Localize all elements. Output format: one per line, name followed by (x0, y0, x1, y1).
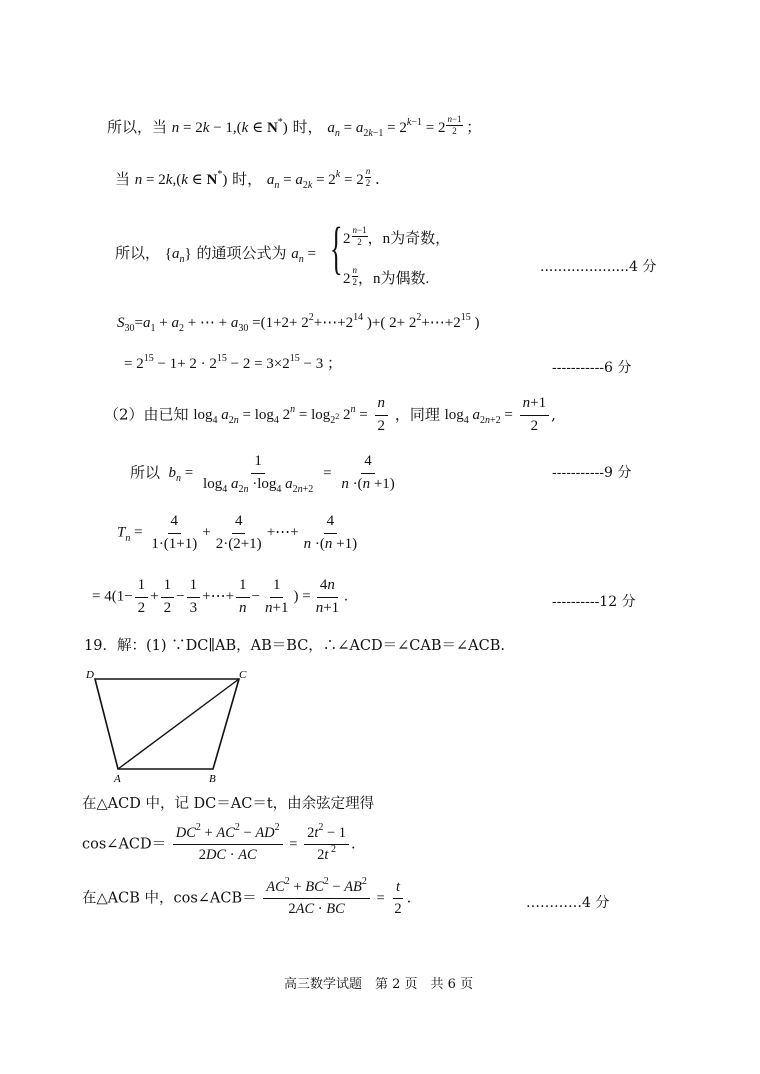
acb-line: 在△ACB 中，cos∠ACB＝ $\frac{AC^2 + BC^2 - AB^2}{2AC \cdot BC}$ = $\frac{t}{2}$ . (82, 876, 412, 918)
s30-line: $S_{30}=a_1 + a_2$ + ⋯ + $a_{30} =(1+2+$ $2^2+\cdots+2^{14}$ )+( $2+ 2^2+\cdots+2^{15}$ ) (117, 312, 480, 334)
line-1 (107, 114, 482, 146)
trapezoid-figure (82, 668, 262, 788)
part2-prefix: （2）由已知 (104, 405, 189, 424)
cos-acb-frac2: $\frac{t}{2}$ (394, 879, 402, 918)
case-even-text: ，n为偶数. (358, 271, 430, 287)
trapezoid-outline (95, 679, 239, 769)
score-4: ----------12 分 (552, 594, 636, 610)
score-1: ....................4 分 (540, 259, 657, 275)
part2-frac: $\frac{n}{2}$ (375, 396, 389, 435)
line-2-end: . (374, 170, 380, 188)
line-2 (115, 166, 380, 198)
line-1-mid: 时， (292, 118, 323, 136)
line-1-end: ； (466, 118, 482, 136)
acd-intro: 在△ACD 中，记 DC＝AC＝t，由余弦定理得 (82, 796, 375, 812)
tn-line: $T_n$ = $\frac{4}{1\cdot(1+1)}$ + $\frac{4}{2\cdot(2+1)}$ +⋯+ $\frac{4}{n \cdot(n +1)}$ (117, 514, 362, 553)
tn-frac1: $\frac{4}{1\cdot(1+1)}$ (151, 513, 198, 552)
score-5: …………4 分 (526, 895, 610, 911)
part2-frac2: $\frac{n+1}{2}$ (520, 396, 549, 435)
score-2: -----------6 分 (552, 360, 632, 376)
bn-frac1: $\frac{1}{\log_4 a_{2n} \cdot\log_4 a_{2n+2}}$ (203, 453, 314, 495)
bn-lhs: $b_n$ = (168, 465, 194, 485)
line-1-condition: n = 2k − 1,(k ∈ N*) (171, 117, 288, 136)
line-3-mid: 的通项公式为 (196, 244, 287, 262)
line-3-an: $a_n$ = (291, 246, 316, 265)
bn-prefix: 所以 (130, 463, 161, 482)
line-3-prefix: 所以， (115, 244, 161, 262)
line-2-formula: $a_n = a_{2k} = 2^k = 2$ $\frac{n}{2}$ (266, 166, 371, 191)
acb-intro: 在△ACB 中，cos∠ACB＝ (82, 890, 257, 907)
line-3 (115, 244, 316, 265)
label-a: A (114, 773, 121, 785)
bn-frac2: $\frac{4}{n \cdot(n +1)}$ (341, 453, 395, 492)
case-odd-text: ，n为奇数， (367, 231, 451, 247)
tn-frac3: $\frac{4}{n \cdot(n +1)}$ (303, 513, 358, 552)
label-c: C (239, 669, 247, 681)
cos-acd-label: cos∠ACD＝ (82, 836, 167, 853)
piecewise-case-odd: 2 $\frac{n-1}{2}$ ，n为奇数， (343, 225, 451, 247)
tn-frac2: $\frac{4}{2\cdot(2+1)}$ (215, 513, 262, 552)
diagonal-ac (118, 679, 239, 769)
line-1-formula: $a_n = a_{2k-1} = 2^{k-1} = 2$ $\frac{n-1}{2}$ (327, 114, 462, 139)
cos-acb-frac: $\frac{AC^2 + BC^2 - AB^2}{2AC \cdot BC}$ (263, 880, 370, 917)
line-1-prefix: 所以，当 (107, 118, 168, 136)
label-d: D (86, 669, 94, 681)
page-footer: 高三数学试题 第 2 页 共 6 页 (284, 977, 474, 992)
part2-mid: ，同理 (394, 405, 440, 424)
part2-expr: $\log_4 a_{2n} = \log_4 2^n = \log_{2^2} 2^n$ = (193, 404, 368, 427)
cos-acd-frac: $\frac{DC^2 + AC^2 - AD^2}{2DC \cdot AC}$ (173, 826, 283, 863)
line-2-condition: n = 2k,(k ∈ N*) (134, 169, 228, 188)
bn-line: 所以 $b_n$ = $\frac{1}{\log_4 a_{2n} \cdot\log_4 a_{2n+2}}$ = $\frac{4}{n \cdot(n +1)}$ (130, 454, 400, 493)
line-2-prefix: 当 (115, 170, 131, 188)
score-3: -----------9 分 (552, 465, 632, 481)
q19-heading: 19．解：(1) ∵DC∥AB，AB＝BC，∴∠ACD＝∠CAB＝∠ACB. (84, 638, 505, 654)
part2-expr2: $\log_4 a_{2n+2}$ = (444, 407, 513, 427)
part2-line: （2）由已知 $\log_4 a_{2n} = \log_4 2^n = \log_{2^2} 2^n$ = $\frac{n}{2}$ ，同理 $\log_4 a_{2n+2}$ = $\frac{n+1}{2}$ , (104, 395, 556, 434)
s30-result: = $2^{15} - 1+ 2 \cdot 2^{15} - 2 = 3\times 2^{15} - 3$ ； (124, 353, 342, 372)
piecewise-case-even: 2 $\frac{n}{2}$ ，n为偶数. (343, 265, 430, 287)
telescoping-line: = 4(1− $\frac{1}{2}$ + $\frac{1}{2}$ − $\frac{1}{3}$ +⋯+ $\frac{1}{n}$ − $\frac{1}{n+1}$ ) = $\frac{4n}{n+1}$ . (92, 577, 348, 616)
line-3-seq: $\{a_n\}$ (164, 246, 192, 265)
cos-acd-line: cos∠ACD＝ $\frac{DC^2 + AC^2 - AD^2}{2DC \cdot AC}$ = $\frac{2t^2 - 1}{2t ^2}$ . (82, 822, 356, 864)
piecewise-brace: { (330, 215, 343, 280)
label-b: B (209, 773, 216, 785)
cos-acd-frac2: $\frac{2t^2 - 1}{2t ^2}$ (304, 826, 349, 863)
line-2-mid: 时， (232, 170, 263, 188)
